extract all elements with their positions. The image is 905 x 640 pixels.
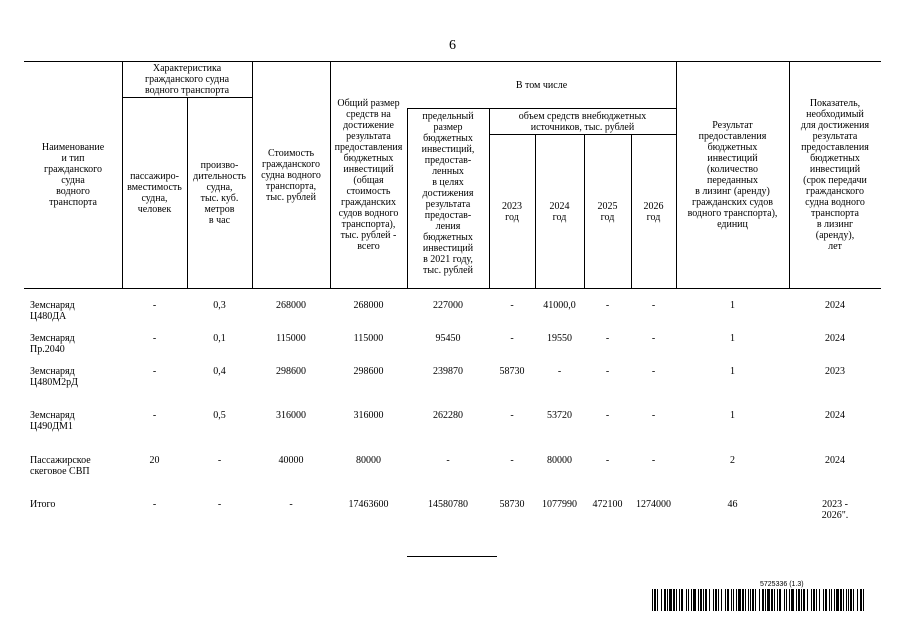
cell-2026: - bbox=[651, 455, 656, 466]
cell-2025: - bbox=[605, 300, 610, 311]
row-name: Земснаряд Ц480ДА bbox=[30, 300, 75, 322]
cell-term: 2024 bbox=[825, 410, 845, 421]
cell-total: 17463600 bbox=[348, 499, 389, 510]
footnote-separator bbox=[407, 556, 497, 557]
cell-2025: - bbox=[605, 366, 610, 377]
cell-productivity: 0,4 bbox=[213, 366, 226, 377]
row-name: Земснаряд Пр.2040 bbox=[30, 333, 75, 355]
cell-cost: 316000 bbox=[276, 410, 306, 421]
cell-productivity: 0,5 bbox=[213, 410, 226, 421]
row-name: Земснаряд Ц480М2рД bbox=[30, 366, 78, 388]
cell-passenger: - bbox=[152, 333, 157, 344]
page-number: 6 bbox=[449, 38, 456, 53]
cell-2025: - bbox=[605, 333, 610, 344]
header-cost: Стоимость гражданского судна водного транспорта, тыс. рублей bbox=[261, 147, 321, 203]
cell-limit: - bbox=[446, 455, 450, 466]
cell-total: 298600 bbox=[353, 366, 384, 377]
header-year-2025: 2025 год bbox=[597, 200, 618, 223]
cell-2024: 1077990 bbox=[542, 499, 577, 510]
cell-2025: - bbox=[605, 455, 610, 466]
row-name: Итого bbox=[30, 499, 56, 510]
header-year-2023: 2023 год bbox=[502, 200, 522, 223]
cell-total: 80000 bbox=[356, 455, 381, 466]
header-indicator: Показатель, необходимый для достижения результата предоставления бюджетных инвестиций (срок передачи гражданского судна водного транспорта в лизинг (аренду), лет bbox=[800, 98, 870, 252]
cell-result: 46 bbox=[727, 499, 738, 510]
cell-total: 268000 bbox=[353, 300, 384, 311]
header-productivity: произво- дительность судна, тыс. куб. метров в час bbox=[193, 160, 246, 226]
cell-limit: 262280 bbox=[433, 410, 463, 421]
cell-productivity: - bbox=[217, 455, 222, 466]
cell-2023: - bbox=[510, 410, 514, 421]
cell-limit: 227000 bbox=[433, 300, 463, 311]
cell-2026: - bbox=[651, 300, 656, 311]
cell-total: 115000 bbox=[353, 333, 384, 344]
cell-passenger: - bbox=[152, 499, 157, 510]
header-year-2024: 2024 год bbox=[549, 200, 570, 223]
header-including: В том числе bbox=[515, 79, 568, 91]
header-total-funds: Общий размер средств на достижение результата предоставления бюджетных инвестиций (общая стоимость гражданских судов водного транспорта), тыс. рублей - всего bbox=[334, 98, 403, 252]
cell-result: 1 bbox=[730, 366, 735, 377]
cell-passenger: - bbox=[152, 410, 157, 421]
cell-2025: 472100 bbox=[592, 499, 623, 510]
header-extra-group: объем средств внебюджетных источников, тыс. рублей bbox=[518, 110, 647, 133]
cell-term: 2023 - 2026". bbox=[821, 499, 849, 521]
row-name: Земснаряд Ц490ДМ1 bbox=[30, 410, 75, 432]
barcode-image bbox=[652, 589, 864, 611]
cell-cost: - bbox=[289, 499, 293, 510]
cell-2026: - bbox=[651, 410, 656, 421]
cell-total: 316000 bbox=[353, 410, 384, 421]
cell-term: 2024 bbox=[825, 455, 845, 466]
cell-result: 1 bbox=[730, 410, 735, 421]
cell-passenger: - bbox=[152, 366, 157, 377]
cell-term: 2024 bbox=[825, 333, 845, 344]
header-bottom-border bbox=[24, 288, 881, 289]
cell-cost: 40000 bbox=[278, 455, 304, 466]
header-year-2026: 2026 год bbox=[643, 200, 664, 223]
cell-2023: - bbox=[510, 300, 514, 311]
cell-2026: - bbox=[651, 366, 656, 377]
cell-productivity: 0,3 bbox=[213, 300, 226, 311]
header-limit: предельный размер бюджетных инвестиций, предостав- ленных в целях достижения результата предостав- ления бюджетных инвестиций в 2021 году, тыс. рублей bbox=[421, 111, 475, 276]
cell-result: 1 bbox=[730, 333, 735, 344]
cell-2024: 80000 bbox=[547, 455, 572, 466]
barcode-number: 5725336 (1.3) bbox=[760, 581, 804, 588]
cell-limit: 95450 bbox=[435, 333, 461, 344]
cell-2023: 58730 bbox=[499, 499, 525, 510]
cell-2025: - bbox=[605, 410, 610, 421]
cell-2024: 53720 bbox=[547, 410, 572, 421]
cell-passenger: - bbox=[152, 300, 157, 311]
cell-result: 1 bbox=[730, 300, 735, 311]
cell-cost: 298600 bbox=[276, 366, 306, 377]
cell-limit: 239870 bbox=[433, 366, 463, 377]
cell-2024: 19550 bbox=[547, 333, 572, 344]
header-char-group: Характеристика гражданского судна водного транспорта bbox=[144, 63, 230, 96]
cell-passenger: 20 bbox=[149, 455, 160, 466]
cell-productivity: 0,1 bbox=[213, 333, 226, 344]
cell-2026: 1274000 bbox=[636, 499, 671, 510]
cell-result: 2 bbox=[730, 455, 735, 466]
cell-2023: - bbox=[510, 455, 514, 466]
cell-term: 2023 bbox=[825, 366, 845, 377]
cell-2023: - bbox=[510, 333, 514, 344]
header-passenger: пассажиро- вместимость судна, человек bbox=[127, 171, 182, 215]
cell-productivity: - bbox=[217, 499, 222, 510]
cell-cost: 268000 bbox=[276, 300, 306, 311]
cell-2023: 58730 bbox=[499, 366, 525, 377]
header-result: Результат предоставления бюджетных инвестиций (количество переданных в лизинг (аренду) гражданских судов водного транспорта), единиц bbox=[687, 120, 778, 230]
cell-2024: - bbox=[557, 366, 562, 377]
cell-2024: 41000,0 bbox=[543, 300, 576, 311]
cell-2026: - bbox=[651, 333, 656, 344]
header-name: Наименование и тип гражданского судна водного транспорта bbox=[41, 142, 105, 208]
row-name: Пассажирское скеговое СВП bbox=[30, 455, 91, 477]
cell-limit: 14580780 bbox=[428, 499, 468, 510]
cell-term: 2024 bbox=[825, 300, 845, 311]
cell-cost: 115000 bbox=[276, 333, 306, 344]
